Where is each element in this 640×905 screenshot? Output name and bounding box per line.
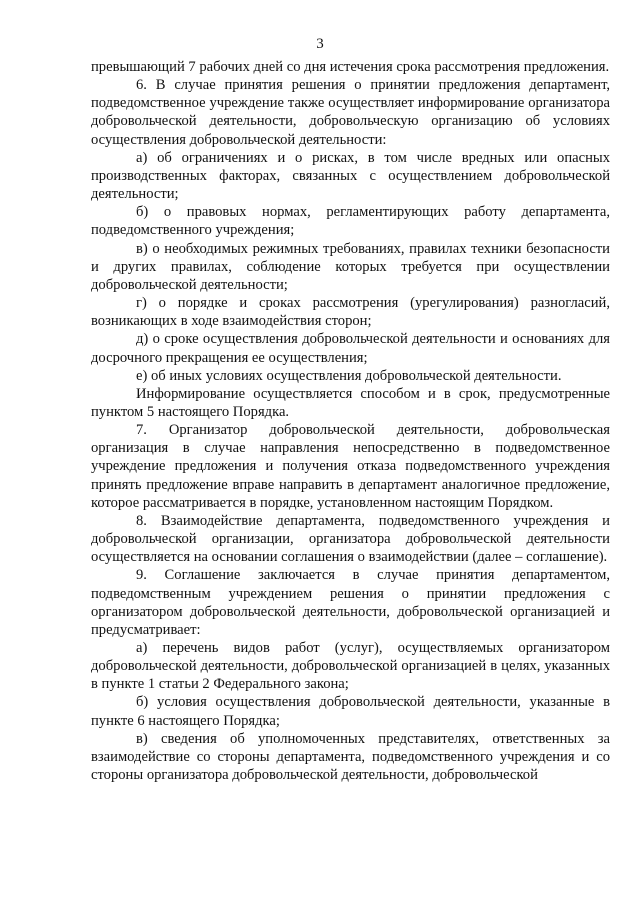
page-number: 3 [316, 36, 324, 52]
paragraph: 6. В случае принятия решения о принятии предложения департамент, подведомственное учреждение также осуществляет информирование организатора добровольческой деятельности, добровольческую организацию об условиях осуществления добровольческой деятельности: [91, 77, 610, 148]
paragraph: 9. Соглашение заключается в случае принятия департаментом, подведомственным учреждением решения о принятии предложения с организатором добровольческой деятельности, добровольческой организацией и предусматривает: [91, 567, 610, 638]
paragraph: Информирование осуществляется способом и в срок, предусмотренные пунктом 5 настоящего Порядка. [91, 385, 610, 420]
paragraph: д) о сроке осуществления добровольческой деятельности и основаниях для досрочного прекращения ее осуществления; [91, 331, 610, 366]
paragraph: е) об иных условиях осуществления добровольческой деятельности. [136, 367, 562, 384]
paragraph: а) перечень видов работ (услуг), осуществляемых организатором добровольческой деятельности, добровольческой организацией в целях, указанных в пункте 1 статьи 2 Федерального закона; [91, 640, 610, 693]
paragraph: 8. Взаимодействие департамента, подведомственного учреждения и добровольческой организации, организатора добровольческой деятельности осуществляется на основании соглашения о взаимодействии (далее – соглашение). [91, 512, 610, 566]
document-body [91, 58, 610, 784]
paragraph: в) сведения об уполномоченных представителях, ответственных за взаимодействие со стороны департамента, подведомственного учреждения и со стороны организатора добровольческой деятельности, добровольческой [91, 730, 610, 784]
paragraph: а) об ограничениях и о рисках, в том числе вредных или опасных производственных факторах, связанных с осуществлением добровольческой деятельности; [91, 149, 610, 203]
paragraph: 7. Организатор добровольческой деятельности, добровольческая организация в случае направления непосредственно в подведомственное учреждение предложения и получения отказа подведомственного учреждения принять предложение вправе направить в департамент аналогичное предложение, которое рассматривается в порядке, установленном настоящим Порядком. [91, 422, 610, 511]
paragraph: превышающий 7 рабочих дней со дня истечения срока рассмотрения предложения. [91, 59, 610, 75]
paragraph: в) о необходимых режимных требованиях, правилах техники безопасности и других правилах, соблюдение которых требуется при осуществлении добровольческой деятельности; [91, 240, 610, 293]
paragraph: б) о правовых нормах, регламентирующих работу департамента, подведомственного учреждения; [91, 204, 610, 239]
paragraph: б) условия осуществления добровольческой деятельности, указанные в пункте 6 настоящего Порядка; [91, 694, 610, 729]
paragraph: г) о порядке и сроках рассмотрения (урегулирования) разногласий, возникающих в ходе взаимодействия сторон; [91, 295, 610, 330]
